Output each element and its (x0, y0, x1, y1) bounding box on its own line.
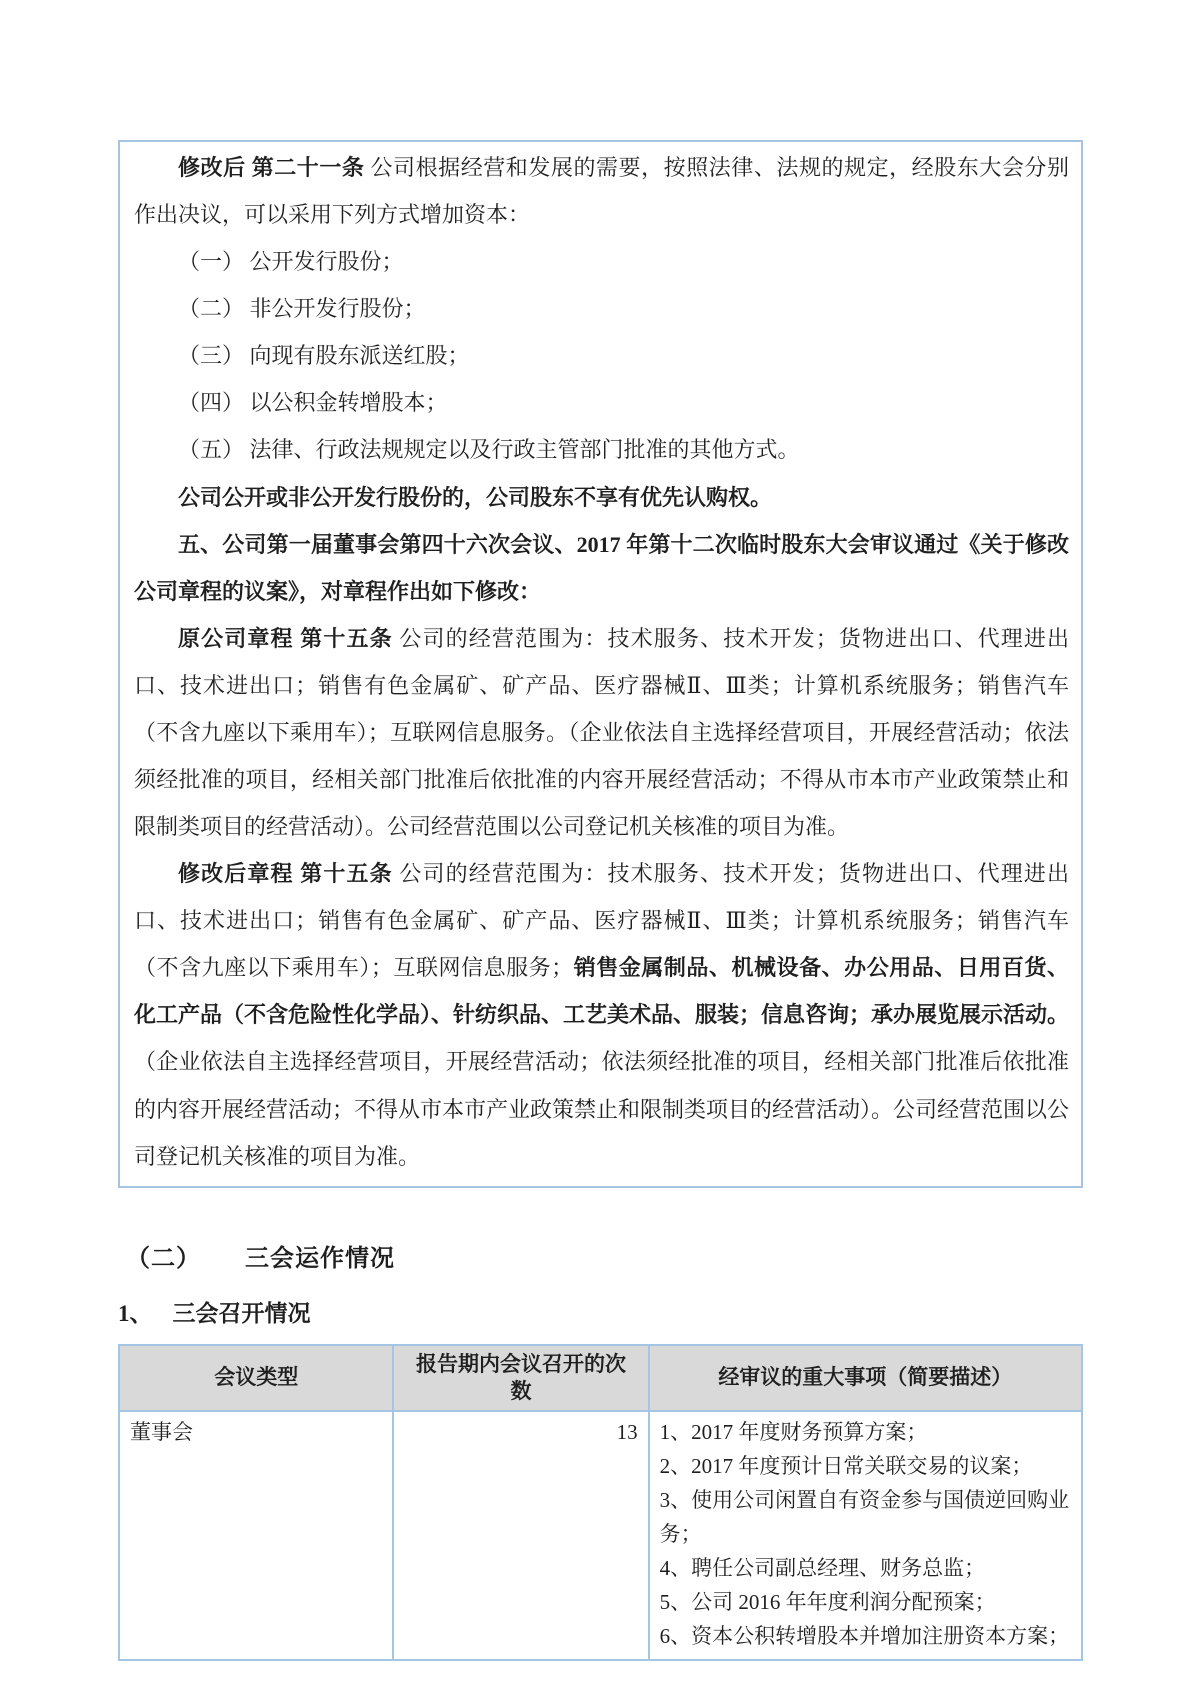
bold-text-segment: 修改后章程 第十五条 (178, 861, 393, 887)
matter-item: 2、2017 年度预计日常关联交易的议案； (659, 1454, 1033, 1479)
header-reviewed-matters: 经审议的重大事项（简要描述） (649, 1345, 1082, 1412)
charter-paragraph (134, 615, 1069, 850)
text-segment: （企业依法自主选择经营项目，开展经营活动；依法须经批准的项目，经相关部门批准后依批准的内容开展经营活动；不得从市本市产业政策禁止和限制类项目的经营活动）。公司经营范围以公司登记机关核准的项目为准。 (134, 1049, 1070, 1169)
bold-text-segment: 公司公开或非公开发行股份的，公司股东不享有优先认购权。 (178, 484, 773, 510)
charter-paragraph (134, 850, 1069, 1180)
charter-paragraph (134, 238, 1069, 285)
subsection-number: 1、 (118, 1300, 153, 1326)
text-segment: （四） 以公积金转增股本； (178, 390, 448, 416)
matter-item: 3、使用公司闲置自有资金参与国债逆回购业务； (659, 1488, 1070, 1547)
matter-item: 5、公司 2016 年年度利润分配预案； (659, 1590, 996, 1615)
table-header-row (119, 1345, 1082, 1412)
subsection-heading (118, 1295, 1083, 1328)
matter-item: 4、聘任公司副总经理、财务总监； (659, 1556, 986, 1581)
charter-amendment-box (118, 140, 1083, 1188)
meetings-table-body (119, 1411, 1082, 1660)
header-meeting-count: 报告期内会议召开的次数 (393, 1345, 648, 1412)
meeting-type-cell: 董事会 (119, 1411, 393, 1660)
bold-text-segment: 销售金属制品、机械设备、办公用品、日用百货、化工产品（不含危险性化学品）、针纺织品、工艺美术品、服装；信息咨询；承办展览展示活动。 (134, 955, 1070, 1028)
bold-text-segment: 修改后 第二十一条 (178, 155, 365, 180)
bold-text-segment: 原公司章程 第十五条 (178, 625, 393, 651)
text-segment: （五） 法律、行政法规规定以及行政主管部门批准的其他方式。 (178, 437, 800, 463)
bold-text-segment: 五、公司第一届董事会第四十六次会议、2017 年第十二次临时股东大会审议通过《关于修改公司章程的议案》，对章程作出如下修改： (134, 531, 1069, 604)
header-meeting-type: 会议类型 (119, 1345, 393, 1412)
section-number: （二） (126, 1245, 201, 1272)
charter-paragraph (134, 332, 1069, 379)
text-segment: （三） 向现有股东派送红股； (178, 343, 470, 369)
section-heading (118, 1238, 1083, 1273)
text-segment: 公司根据经营和发展的需要，按照法律、法规的规定，经股东大会分别作出决议，可以采用下列方式增加资本： (134, 155, 1069, 228)
subsection-title: 三会召开情况 (172, 1300, 311, 1326)
matter-item: 1、2017 年度财务预算方案； (659, 1420, 928, 1445)
meetings-table (118, 1344, 1083, 1662)
matter-item: 6、资本公积转增股本并增加注册资本方案； (659, 1624, 1070, 1649)
text-segment: （二） 非公开发行股份； (178, 296, 426, 322)
text-segment: （一） 公开发行股份； (178, 249, 404, 275)
charter-paragraph (134, 474, 1069, 521)
text-segment: 公司的经营范围为：技术服务、技术开发；货物进出口、代理进出口、技术进出口；销售有色金属矿、矿产品、医疗器械Ⅱ、Ⅲ类；计算机系统服务；销售汽车（不含九座以下乘用车）；互联网信息服务； (134, 861, 1069, 981)
section-title: 三会运作情况 (245, 1245, 395, 1272)
charter-paragraph (134, 144, 1069, 238)
charter-paragraph (134, 285, 1069, 332)
reviewed-matters-cell (649, 1411, 1082, 1660)
meetings-table-header (119, 1345, 1082, 1412)
charter-paragraph (134, 379, 1069, 426)
meeting-count-cell: 13 (393, 1411, 648, 1660)
charter-paragraph (134, 426, 1069, 473)
charter-paragraph (134, 521, 1069, 615)
text-segment: 公司的经营范围为：技术服务、技术开发；货物进出口、代理进出口、技术进出口；销售有色金属矿、矿产品、医疗器械Ⅱ、Ⅲ类；计算机系统服务；销售汽车（不含九座以下乘用车）；互联网信息服务。（企业依法自主选择经营项目，开展经营活动；依法须经批准的项目，经相关部门批准后依批准的内容开展经营活动；不得从市本市产业政策禁止和限制类项目的经营活动）。公司经营范围以公司登记机关核准的项目为准。 (134, 625, 1069, 840)
table-row (119, 1411, 1082, 1660)
